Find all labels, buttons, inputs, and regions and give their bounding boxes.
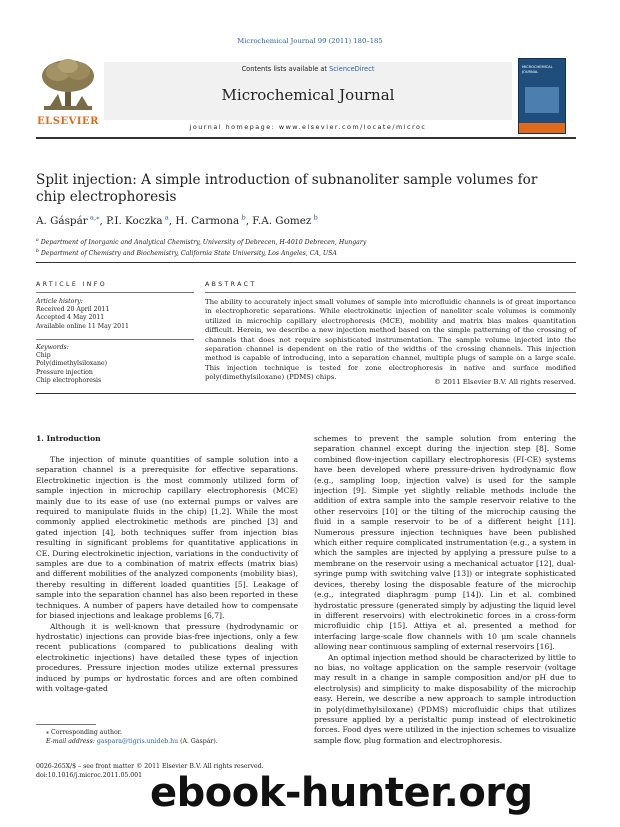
keyword: Pressure injection	[36, 368, 93, 376]
received-date: Received 20 April 2011	[36, 306, 110, 314]
contents-line	[104, 65, 512, 73]
abstract-label: ABSTRACT	[205, 281, 257, 288]
elsevier-logo	[36, 56, 100, 126]
homepage-url[interactable]: www.elsevier.com/locate/microc	[278, 123, 427, 131]
footnote-rule	[36, 724, 96, 725]
author: A. Gáspár $^{a,⁎}$	[36, 214, 100, 228]
affiliations	[36, 236, 576, 258]
elsevier-tree-icon	[36, 56, 100, 116]
footnote	[36, 729, 298, 746]
copyright: © 2011 Elsevier B.V. All rights reserved.	[434, 378, 576, 386]
intro-column-left	[36, 455, 298, 694]
publisher-name: ELSEVIER	[37, 116, 99, 127]
article-info-rule	[36, 292, 194, 293]
intro-column-right	[314, 434, 576, 746]
cover-image	[525, 87, 559, 113]
accepted-date: Accepted 4 May 2011	[36, 314, 105, 322]
author-affiliation-mark[interactable]: b	[311, 214, 318, 222]
corresponding-author-note: ⁎ Corresponding author.	[46, 729, 122, 736]
history-rule	[36, 339, 194, 340]
doi-line[interactable]: doi:10.1016/j.microc.2011.05.001	[36, 772, 143, 779]
watermark: ebook-hunter.org	[150, 770, 533, 816]
keyword: Chip electrophoresis	[36, 376, 102, 384]
affiliation-b: $^b$ Department of Chemistry and Biochemistry, California State University, Los Angeles, CA, USA	[36, 249, 337, 258]
issn-line: 0026-265X/$ – see front matter © 2011 Elsevier B.V. All rights reserved.	[36, 763, 264, 770]
paragraph: An optimal injection method should be characterized by little to no bias, no voltage application on the sample reservoir (voltage may result in a change in sample composition and/or pH due to electrolysis) and simplicity to make disposability of the microchip easy. Herein, we describe a new approach to sample introduction in poly(dimethylsiloxane) (PDMS) microfluidic chips that utilizes pressure applied by a peristaltic pump instead of electrokinetic forces. Food dyes were utilized in the injection schemes to visualize sample flow, plug formation and electrophoresis.	[314, 652, 576, 745]
cover-title: MICROCHEMICAL JOURNAL	[522, 65, 553, 74]
paragraph: Although it is well-known that pressure (hydrodynamic or hydrostatic) injections can provide bias-free injections, only a few recent publications (compared to publications dealing with electrokinetic injections) have detailed these types of injection procedures. Pressure injection modes utilize external pressures induced by pumps or hydrostatic forces and are often combined with voltage-gated	[36, 621, 298, 693]
author-list	[36, 214, 318, 227]
title-line-2: chip electrophoresis	[36, 189, 177, 205]
email-link[interactable]: gaspara@tigris.unideb.hu	[96, 737, 179, 745]
sciencedirect-link[interactable]: ScienceDirect	[329, 65, 375, 73]
article-title	[36, 172, 576, 206]
author: , F.A. Gomez $^b$	[245, 214, 318, 228]
contents-prefix: Contents lists available at	[241, 65, 330, 73]
email-note: E-mail address: gaspara@tigris.unideb.hu (A. Gáspár).	[46, 737, 218, 745]
author-affiliation-mark[interactable]: a,⁎	[87, 214, 100, 222]
header-rule	[36, 137, 576, 139]
journal-reference[interactable]: Microchemical Journal 99 (2011) 180–185	[237, 37, 383, 45]
abstract-text: The ability to accurately inject small volumes of sample into microfluidic channels is of great importance in electrophoretic separations. While electrokinetic injection of nanoliter scale volumes is commonly utilized in microchip capillary electrophoresis (MCE), mobility and matrix bias makes quantitation difficult. Herein, we describe a new injection method based on the simple patterning of the crossing of channels that does not require sophisticated instrumentation. The sample volume injected into the separation channel is dependent on the ratio of the widths of the crossing channels. This injection method is capable of introducing, into a separation channel, multiple plugs of sample on a large scale. This injection technique is tested for zone electrophoresis in native and surface modified poly(dimethylsiloxane) (PDMS) chips.	[205, 298, 576, 382]
author-affiliation-mark[interactable]: a	[162, 214, 169, 222]
homepage-prefix: journal homepage:	[189, 123, 279, 131]
author: , P.I. Koczka $^a$	[99, 214, 169, 228]
paragraph: schemes to prevent the sample solution from entering the separation channel except during the injection step [8]. Some combined flow-injection capillary electrophoresis (FI-CE) systems have been developed where pressure-driven hydrodynamic flow (e.g., sampling loop, injection valve) is used for the sample injection [9]. Simple yet slightly reliable methods include the addition of extra sample into the sample reservoir relative to the other reservoirs [10] or the tilting of the microchip causing the fluid in a sample reservoir to be of a different height [11]. Numerous pressure injection techniques have been published which either require complicated instrumentation (e.g., a system in which the samples are injected by applying a pressure pulse to a membrane on the reservoir using a mechanical actuator [12], dual-syringe pump with switching valve [13]) or integrate sophisticated devices, thereby losing the disposable feature of the microchip (e.g., integrated diaphragm pump [14]). Lin et al. combined hydrostatic pressure (generated simply by adjusting the liquid level in different reservoirs) with electrokinetic forces in a cross-form microfluidic chip [15]. Attiya et al. presented a method for interfacing large-scale flow channels with 10 μm scale channels allowing near continuous sampling of external reservoirs [16].	[314, 434, 576, 652]
cover-band	[519, 123, 565, 133]
journal-cover	[518, 58, 566, 134]
affiliation-a: $^a$ Department of Inorganic and Analytical Chemistry, University of Debrecen, H-4010 Debrecen, Hungary	[36, 238, 367, 247]
section-heading-introduction: 1. Introduction	[36, 434, 101, 443]
abstract-rule	[205, 292, 576, 293]
author: , H. Carmona $^b$	[168, 214, 246, 228]
affiliation-rule	[36, 262, 576, 263]
journal-name: Microchemical Journal	[221, 86, 395, 104]
keywords-label: Keywords:	[36, 344, 69, 351]
paragraph: The injection of minute quantities of sample solution into a separation channel is a prerequisite for effective separations. Electrokinetic injection is the most commonly utilized form of sample injection in microchip capillary electrophoresis (MCE) mainly due to its ease of use (no external pumps or valves are required to manipulate fluids in the chip) [1,2]. While the most commonly applied electrokinetic methods are pinched [3] and gated injection [4], both techniques suffer from injection bias resulting in significant problems for quantitative applications in CE. During electrokinetic injection, variations in the conductivity of samples are due to a combination of matrix effects (matrix bias) and different mobilities of the analyzed components (mobility bias), thereby resulting in different loaded quantities [5]. Leakage of sample into the separation channel has also been reported in these techniques. A number of papers have detailed how to compensate for biased injections and leakage problems [6,7].	[36, 455, 298, 621]
abstract-bottom-rule	[36, 393, 576, 394]
title-line-1: Split injection: A simple introduction of subnanoliter sample volumes for	[36, 172, 538, 188]
homepage-line	[104, 123, 512, 131]
author-affiliation-mark[interactable]: b	[239, 214, 246, 222]
keywords	[36, 344, 194, 385]
article-info-label: ARTICLE INFO	[36, 281, 108, 288]
available-date: Available online 11 May 2011	[36, 322, 129, 330]
history-label: Article history:	[36, 298, 83, 305]
keyword: Chip	[36, 352, 51, 360]
keyword: Poly(dimethylsiloxane)	[36, 360, 108, 368]
article-history	[36, 298, 194, 331]
